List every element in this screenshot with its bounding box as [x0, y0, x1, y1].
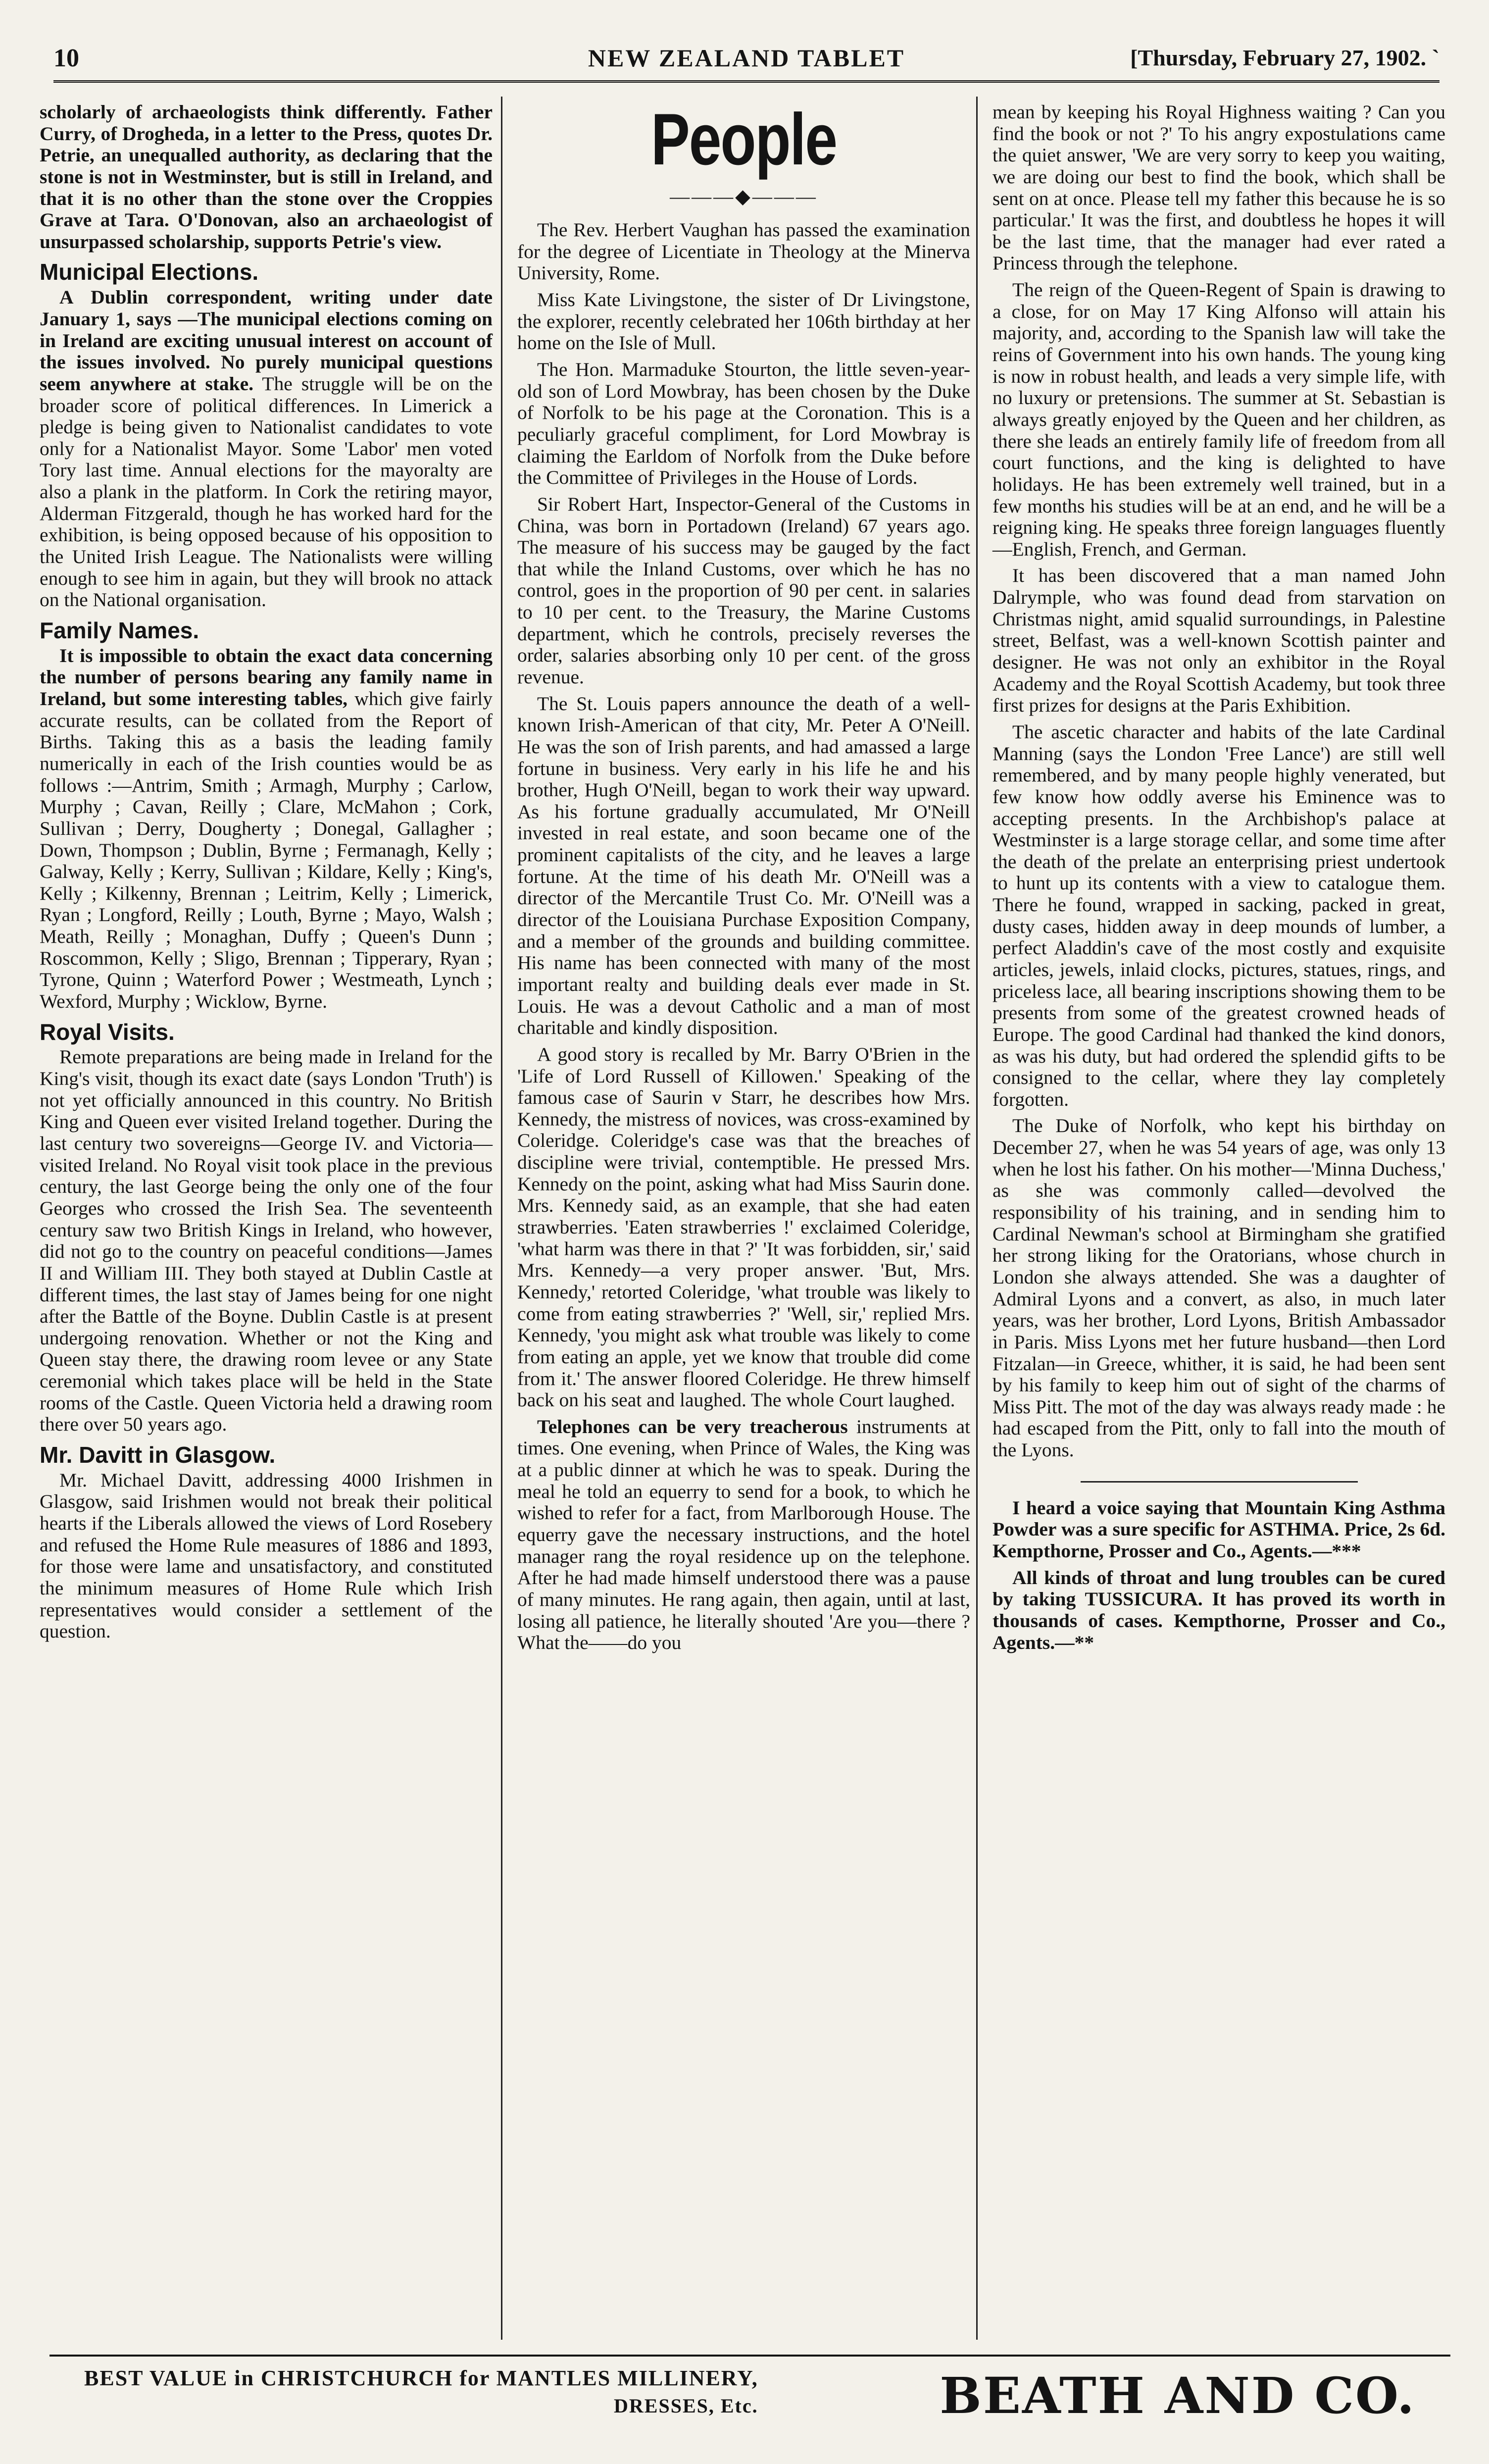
footer-ad-line1: BEST VALUE in CHRISTCHURCH for MANTLES MILLINERY,	[84, 2366, 758, 2390]
item-duke-norfolk: The Duke of Norfolk, who kept his birthday on December 27, when he was 54 years of age, was only 13 when he lost his father. On his mother—'Minna Duchess,' as she was commonly called—devolved the responsibility of his training, and in sending him to Cardinal Newman's school at Birmingham she gratified her strong liking for the Oratorians, whose church in London she always attended. She was a daughter of Admiral Lyons and a convert, as also, in much later years, was her brother, Lord Lyons, British Ambassador in Paris. Miss Lyons met her future husband—then Lord Fitzalan—in Greece, whither, it is said, he had been sent by his family to keep him out of sight of the charms of Miss Pitt. The mot of the day was always ready made : he had escaped from the Pitt, only to fall into the mouth of the Lyons.	[993, 1115, 1445, 1461]
article-municipal-lead: A Dublin correspondent, writing under date January 1, says —The municipal elections coming on in Ireland are exciting unusual interest on account of the issues involved. No purely municipal questions seem anywhere at stake.	[40, 286, 493, 395]
item-dalrymple: It has been discovered that a man named John Dalrymple, who was found dead from starvation on Christmas night, amid squalid surroundings, in Palestine street, Belfast, was a well-known Scottish painter and designer. He was not only an exhibitor in the Royal Academy and the Royal Scottish Academy, but took three first prizes for designs at the Paris Exhibition.	[993, 565, 1445, 717]
section-title-people: People	[651, 99, 837, 181]
item-telephone-lead: Telephones can be very treacherous	[537, 1415, 848, 1437]
column-3	[993, 102, 1445, 1658]
heading-municipal-elections: Municipal Elections.	[40, 259, 259, 285]
masthead	[53, 41, 1439, 83]
footer-ad-line2: DRESSES, Etc.	[614, 2395, 758, 2417]
title-ornament: ———◆———	[670, 185, 818, 207]
footer-advertisement	[50, 2355, 1450, 2441]
item-cardinal-manning: The ascetic character and habits of the late Cardinal Manning (says the London 'Free Lance') are still well remembered, and by many people highly venerated, but few know how oddly averse his Eminence was to accepting presents. In the Archbishop's palace at Westminster is a large storage cellar, and some time after the death of the prelate an enterprising priest undertook to hunt up its contents with a view to catalogue them. There he found, wrapped in sacking, packed in great, dusty cases, hidden away in deep mounds of lumber, a perfect Aladdin's cave of the most costly and exquisite articles, jewels, inlaid clocks, pictures, statues, rings, and priceless lace, all bearing inscriptions showing them to be presents from some of the greatest crowned heads of Europe. The good Cardinal had thanked the kind donors, as was his duty, but had ordered the splendid gifts to be consigned to the cellar, where they lay completely forgotten.	[993, 720, 1445, 1110]
item-telephone-body: instruments at times. One evening, when Prince of Wales, the King was at a public dinner at which he was to speak. During the meal he told an equerry to send for a book, to which he wished to refer for a fact, from Marlborough House. The equerry gave the necessary instructions, and the hotel manager rang the royal residence up on the telephone. After he had made himself understood there was a pause of many minutes. He rang again, then again, until at last, losing all patience, he literally shouted 'Are you—there ? What the——do you	[517, 1415, 971, 1654]
heading-royal-visits: Royal Visits.	[40, 1019, 175, 1045]
article-continuation: scholarly of archaeologists think differently. Father Curry, of Drogheda, in a letter to the Press, quotes Dr. Petrie, an unequalled authority, as declaring that the stone is not in Westminster, but is still in Ireland, and that it is no other than the stone over the Croppies Grave at Tara. O'Donovan, also an archaeologist of unsurpassed scholarship, supports Petrie's view.	[40, 101, 493, 253]
item-vaughan: The Rev. Herbert Vaughan has passed the examination for the degree of Licentiate in Theology at the Minerva University, Rome.	[517, 219, 970, 284]
column-rule-right	[976, 97, 978, 2340]
advert-tussicura: All kinds of throat and lung troubles can be cured by taking TUSSICURA. It has proved its worth in thousands of cases. Kempthorne, Prosser and Co., Agents.—**	[993, 1566, 1445, 1653]
article-family-body: which give fairly accurate results, can be collated from the Report of Births. Taking this as a basis the leading family numerically in each of the Irish counties would be as follows :—Antrim, Smith ; Armagh, Murphy ; Carlow, Murphy ; Cavan, Reilly ; Clare, McMahon ; Cork, Sullivan ; Derry, Dougherty ; Donegal, Gallagher ; Down, Thompson ; Dublin, Byrne ; Fermanagh, Kelly ; Galway, Kelly ; Kerry, Sullivan ; Kildare, Kelly ; King's, Kelly ; Kilkenny, Brennan ; Leitrim, Kelly ; Limerick, Ryan ; Longford, Reilly ; Louth, Byrne ; Mayo, Walsh ; Meath, Reilly ; Monaghan, Duffy ; Queen's Dunn ; Roscommon, Kelly ; Sligo, Brennan ; Tipperary, Ryan ; Tyrone, Quinn ; Waterford Power ; Westmeath, Lynch ; Wexford, Murphy ; Wicklow, Byrne.	[40, 688, 493, 1012]
footer-ad-text	[84, 2363, 876, 2419]
item-stourton: The Hon. Marmaduke Stourton, the little seven-year-old son of Lord Mowbray, has been chosen by the Duke of Norfolk to be his page at the Coronation. This is a peculiarly graceful compliment, for Lord Mowbray is claiming the Earldom of Norfolk from the Duke before the Committee of Privileges in the House of Lords.	[517, 359, 970, 489]
column-2	[517, 99, 971, 1659]
item-saurin-story: A good story is recalled by Mr. Barry O'Brien in the 'Life of Lord Russell of Killowen.' Speaking of the famous case of Saurin v Starr, he describes how Mrs. Kennedy, the mistress of novices, was cross-examined by Coleridge. Coleridge's case was that the breaches of discipline were trivial, contemptible. He pressed Mrs. Kennedy on the point, asking what had Miss Saurin done. Mrs. Kennedy said, as an example, that she had eaten strawberries. 'Eaten strawberries !' exclaimed Coleridge, 'what harm was there in that ?' 'It was forbidden, sir,' said Mrs. Kennedy—a very proper answer. 'But, Mrs. Kennedy,' retorted Coleridge, 'what trouble was likely to come from eating strawberries ?' 'Well, sir,' replied Mrs. Kennedy, 'you might ask what trouble was likely to come from eating an apple, yet we know that trouble did come from it.' The answer floored Coleridge. He threw himself back on his seat and laughed. The whole Court laughed.	[517, 1043, 970, 1411]
item-queen-regent-spain: The reign of the Queen-Regent of Spain is drawing to a close, for on May 17 King Alfonso will attain his majority, and, according to the Spanish law will take the reins of Government into his own hands. The young king is now in robust health, and leads a very simple life, with no luxury or pretensions. The summer at St. Sebastian is always greatly enjoyed by the Queen and her children, as there she leads an entirely family life of freedom from all court functions, and the king is delighted to have holidays. He has been extremely well trained, but in a few months his studies will be at an end, and he will be a reigning king. He speaks three foreign languages fluently—English, French, and German.	[993, 279, 1445, 560]
article-royal-visits: Remote preparations are being made in Ireland for the King's visit, though its exact date (says London 'Truth') is not yet officially announced in this country. No British King and Queen ever visited Ireland together. During the last century two sovereigns—George IV. and Victoria—visited Ireland. No Royal visit took place in the previous century, the last George being the only one of the four Georges who crossed the Irish Sea. The seventeenth century saw two British Kings in Ireland, who however, did not go to the country on peaceful conditions—James II and William III. They both stayed at Dublin Castle at different times, the last stay of James being for one night after the Battle of the Boyne. Dublin Castle is at present undergoing renovation. Whether or not the King and Queen stay there, the drawing room levee or any State ceremonial which takes place will be held in the State rooms of the Castle. Queen Victoria held a drawing room there over 50 years ago.	[40, 1046, 493, 1436]
advert-separator	[1081, 1481, 1358, 1483]
column-1	[40, 102, 493, 1647]
item-telephone	[517, 1416, 970, 1654]
column-rule-left	[501, 97, 502, 2340]
item-livingstone: Miss Kate Livingstone, the sister of Dr Livingstone, the explorer, recently celebrated her 106th birthday at her home on the Isle of Mull.	[517, 289, 970, 354]
article-family-lead: It is impossible to obtain the exact data concerning the number of persons bearing any family name in Ireland, but some interesting tables,	[40, 644, 493, 710]
page-number: 10	[53, 44, 79, 72]
issue-date: [Thursday, February 27, 1902. `	[1130, 45, 1439, 70]
article-family-names	[40, 645, 493, 1013]
heading-davitt-glasgow: Mr. Davitt in Glasgow.	[40, 1442, 276, 1468]
footer-brand: BEATH AND CO.	[940, 2366, 1416, 2425]
item-oneill: The St. Louis papers announce the death of a well-known Irish-American of that city, Mr. Peter A O'Neill. He was the son of Irish parents, and had amassed a large fortune in business. Very early in his life he and his brother, Hugh O'Neill, began to work their way upward. As his fortune gradually accumulated, Mr O'Neill invested in real estate, and soon became one of the prominent capitalists of the city, and he leaves a large fortune. At the time of his death Mr. O'Neill was a director of the Mercantile Trust Co. Mr. O'Neill was a director of the Louisiana Purchase Exposition Company, and a member of the grounds and building committee. His name has been connected with many of the most important realty and building deals ever made in St. Louis. He was a devout Catholic and a man of most charitable and kindly disposition.	[517, 692, 970, 1039]
article-municipal	[40, 287, 493, 611]
article-municipal-body: The struggle will be on the broader score of political differences. In Limerick a pledge is being given to Nationalist candidates to vote only for a Nationalist Mayor. Some 'Labor' men voted Tory last time. Annual elections for the mayoralty are also a plank in the platform. In Cork the retiring mayor, Alderman Fitzgerald, though he has worked hard for the exhibition, is being opposed because of his opposition to the United Irish League. The Nationalists were willing enough to see him in again, but they will brook no attack on the National organisation.	[40, 372, 493, 611]
heading-family-names: Family Names.	[40, 617, 199, 643]
advert-asthma: I heard a voice saying that Mountain King Asthma Powder was a sure specific for ASTHMA. Price, 2s 6d. Kempthorne, Prosser and Co., Agents.—***	[993, 1496, 1445, 1562]
newspaper-title: NEW ZEALAND TABLET	[588, 44, 905, 72]
item-telephone-continued: mean by keeping his Royal Highness waiting ? Can you find the book or not ?' To his angry expostulations came the quiet answer, 'We are very sorry to keep you waiting, we are doing our best to find the book, which shall be sent on at once. Please tell my father this because he is so particular.' It was the first, and doubtless he hopes it will be the last time, that the manager had ever rated a Princess through the telephone.	[993, 101, 1445, 274]
article-davitt: Mr. Michael Davitt, addressing 4000 Irishmen in Glasgow, said Irishmen would not break their political hearts if the Liberals allowed the views of Lord Rosebery and refused the Home Rule measures of 1886 and 1893, for those were lame and unsatisfactory, and constituted the minimum measures of Home Rule which Irish representatives would consider a settlement of the question.	[40, 1469, 493, 1643]
item-robert-hart: Sir Robert Hart, Inspector-General of the Customs in China, was born in Portadown (Ireland) 67 years ago. The measure of his success may be gauged by the fact that while the Inland Customs, over which he has no control, goes in the proportion of 90 per cent. in salaries to 10 per cent. to the Treasury, the Marine Customs department, which he controls, precisely reverses the order, salaries absorbing only 10 per cent. of the gross revenue.	[517, 493, 970, 688]
